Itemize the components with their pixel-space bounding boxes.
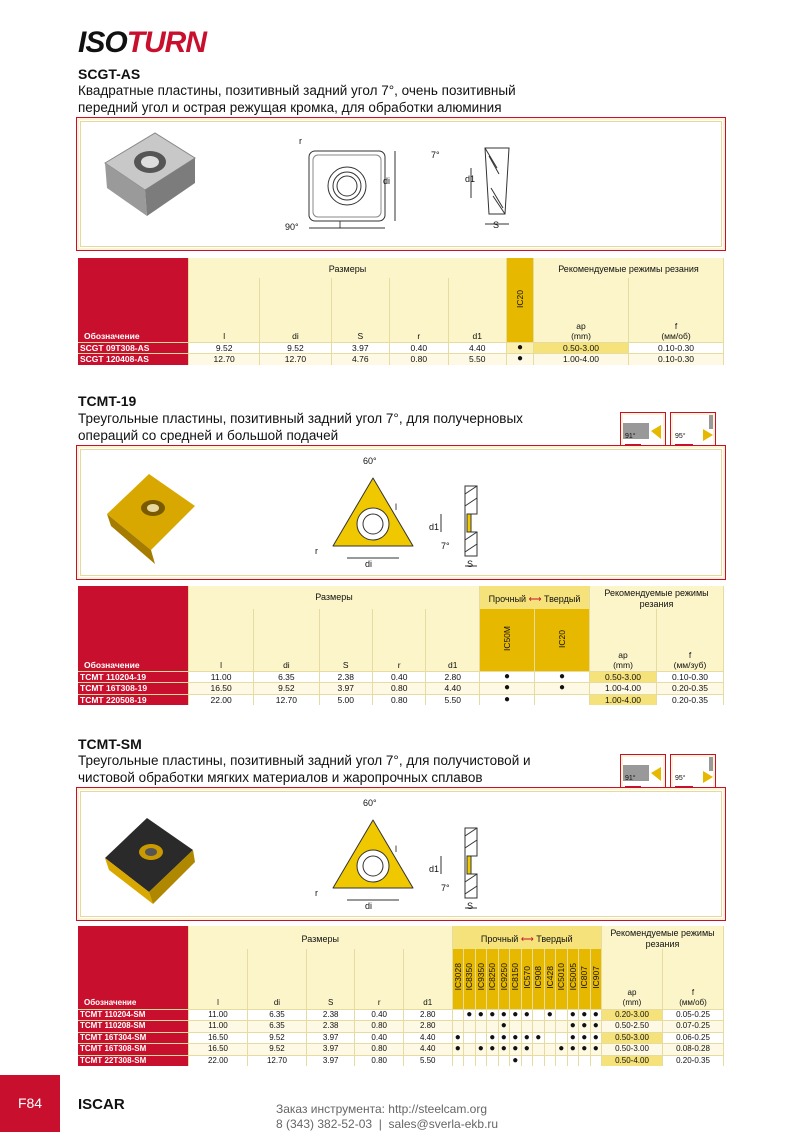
group-dims: Размеры: [189, 258, 507, 278]
table-row: SCGT 09T308-AS 9.52 9.52 3.97 0.40 4.40 ● 0.50-3.00 0.10-0.30: [78, 342, 724, 354]
col-d1: d1: [448, 278, 507, 342]
grade-ic428: IC428: [544, 965, 555, 989]
table-row: TCMT 16T308-SM 16.50 9.52 3.97 0.80 4.40 ● ● ● ● ● ● ● ● ● ● 0.50-3.00 0.08-0.28: [78, 1044, 724, 1056]
page-number: F84: [0, 1075, 60, 1132]
application-icon-95: 95°: [670, 754, 716, 792]
section-desc-line2: чистовой обработки мягких материалов и жаропрочных сплавов: [78, 770, 483, 785]
dim-l: l: [395, 502, 397, 512]
dim-r: r: [315, 546, 318, 556]
col-designation: Обозначение: [78, 258, 189, 342]
dim-l: l: [339, 220, 341, 230]
col-s: S: [331, 278, 389, 342]
dim-s: S: [467, 559, 474, 569]
table-row: TCMT 110204-SM 11.00 6.35 2.38 0.40 2.80 ● ● ● ● ● ● ● ● ● ● 0.20-3.00 0.05-0.25: [78, 1009, 724, 1021]
application-icon-95: 95°: [670, 412, 716, 450]
section-desc-line1: Треугольные пластины, позитивный задний угол 7°, для получерновых: [78, 411, 523, 426]
application-icon-91: 91°: [620, 412, 666, 450]
drawing-panel-tcmtsm: [76, 787, 726, 921]
dim-d1: d1: [429, 864, 440, 874]
section-title-tcmt-19: TCMT-19: [78, 393, 137, 409]
dim-90: 90°: [285, 222, 299, 232]
group-rec: Рекомендуемые режимы резания: [590, 586, 724, 609]
col-designation: Обозначение: [78, 586, 189, 671]
dim-7: 7°: [441, 541, 450, 551]
footer-contacts[interactable]: 8 (343) 382-52-03 | sales@sverla-ekb.ru: [276, 1117, 499, 1131]
label-hard: Твердый: [544, 594, 581, 604]
brand-iscar: ISCAR: [78, 1096, 125, 1113]
dim-d1: d1: [429, 522, 440, 532]
table-row: TCMT 16T308-19 16.50 9.52 3.97 0.80 4.40 ● ● 1.00-4.00 0.20-0.35: [78, 683, 724, 695]
isoturn-logo: ISOTURN: [78, 26, 207, 59]
grade-ic8250: IC8250: [487, 963, 497, 991]
dim-60: 60°: [363, 456, 377, 466]
label-hard: Твердый: [536, 934, 573, 944]
dim-r: r: [315, 888, 318, 898]
col-l: l: [189, 278, 260, 342]
dim-r: r: [299, 136, 302, 146]
grade-ic9350: IC9350: [475, 963, 486, 991]
col-di: di: [260, 278, 331, 342]
col-ap: ap: [618, 649, 628, 660]
side-section-tcmtsm: [441, 828, 477, 908]
table-row: SCGT 120408-AS 12.70 12.70 4.76 0.80 5.50 ● 1.00-4.00 0.10-0.30: [78, 354, 724, 365]
col-r: r: [390, 278, 448, 342]
section-desc-line2: операций со средней и большой подачей: [78, 428, 339, 443]
table-row: TCMT 16T304-SM 16.50 9.52 3.97 0.40 4.40 ● ● ● ● ● ● ● ● ● 0.50-3.00 0.06-0.25: [78, 1032, 724, 1044]
group-dims: Размеры: [189, 586, 480, 609]
dim-di: di: [383, 176, 391, 186]
spec-table-tcmtsm: Обозначение Размеры Прочный ⟷ Твердый Рекомендуемые режимы резания l di S r d1 IC3028 IC8350 IC9350 IC8250 IC9250 IC8150 IC570 IC908 IC428 IC5010 IC5005 IC807 IC907 ap (mm) f (мм/об) TCMT 110204-SM 11.00 6.35 2.38 0.40 2.80 ● ● ● ● ● ● ● ● ● ● 0.20-3.00 0.05-0.25 TCMT 110208-SM 11.00 6.35 2.38 0.80 2.80 ● ● ● ● 0.50-2.50 0.07-0.25 TCMT 16T304-SM 16.50 9.52 3.97 0.40 4.40 ● ● ● ● ● ● ● ● ● 0.50-3.00 0.06-0.25 TCMT 16T308-SM 16.50 9.52 3.97 0.80 4.40 ● ● ● ● ● ● ● ● ● ● 0.50-3.00 0.08-0.28 TCMT 22T308-SM 22.00 12.70 3.97 0.80 5.50 ● 0.50-4.00 0.20-0.35: [78, 926, 724, 1066]
grade-ic570: IC570: [521, 965, 532, 989]
col-designation: Обозначение: [78, 926, 189, 1009]
arrow-double-icon: ⟷: [528, 594, 542, 604]
application-icon-91: 91°: [620, 754, 666, 792]
triangle-drawing-tcmt19: [333, 478, 413, 558]
dim-di: di: [365, 559, 373, 569]
col-ap: ap: [576, 320, 586, 331]
side-section-tcmt19: [441, 486, 477, 566]
grade-ic908: IC908: [533, 965, 543, 989]
dim-s: S: [493, 220, 500, 230]
group-rec: Рекомендуемые режимы резания: [602, 926, 724, 949]
section-title-tcmt-sm: TCMT-SM: [78, 736, 142, 752]
insert-photo-scgt: [105, 133, 195, 216]
section-desc-line2: передний угол и острая режущая кромка, для обработки алюминия: [78, 100, 502, 115]
dim-7: 7°: [431, 150, 440, 160]
group-rec: Рекомендуемые режимы резания: [534, 258, 724, 278]
col-f: f: [674, 320, 678, 331]
group-dims: Размеры: [189, 926, 453, 949]
table-row: TCMT 110208-SM 11.00 6.35 2.38 0.80 2.80 ● ● ● ● 0.50-2.50 0.07-0.25: [78, 1021, 724, 1033]
insert-photo-tcmtsm: [105, 818, 195, 904]
grade-ic807: IC807: [579, 965, 589, 989]
grade-ic50m: IC50M: [501, 625, 512, 652]
table-row: TCMT 220508-19 22.00 12.70 5.00 0.80 5.50 ● 1.00-4.00 0.20-0.35: [78, 694, 724, 705]
grade-ic9250: IC9250: [498, 963, 509, 991]
grade-ic907: IC907: [590, 965, 601, 989]
label-tough: Прочный: [480, 934, 519, 944]
dim-d1: d1: [465, 174, 476, 184]
col-ap: ap: [627, 987, 637, 997]
dim-s: S: [467, 901, 474, 911]
col-f: f: [688, 649, 692, 660]
arrow-double-icon: ⟷: [520, 934, 534, 944]
dim-l: l: [395, 844, 397, 854]
label-tough: Прочный: [488, 594, 527, 604]
side-section-drawing: [471, 148, 509, 224]
dim-7: 7°: [441, 883, 450, 893]
footer-order-link[interactable]: Заказ инструмента: http://steelcam.org: [276, 1102, 488, 1116]
spec-table-scgt: Обозначение Размеры IC20 Рекомендуемые режимы резания l di S r d1 ap (mm) f (мм/об) SCGT 09T308-AS 9.52 9.52 3.97 0.40 4.40 ● 0.50-3.00 0.10-0.30 SCGT 120408-AS 12.70 12.70 4.76 0.80 5.50 ● 1.00-4.00 0.10-0.30: [78, 258, 724, 365]
section-title-scgt-as: SCGT-AS: [78, 66, 141, 82]
grade-ic5010: IC5010: [556, 963, 566, 991]
grade-ic8350: IC8350: [464, 963, 474, 991]
insert-photo-tcmt19: [107, 474, 195, 564]
table-row: TCMT 22T308-SM 22.00 12.70 3.97 0.80 5.50 ● 0.50-4.00 0.20-0.35: [78, 1055, 724, 1066]
section-desc-line1: Квадратные пластины, позитивный задний угол 7°, очень позитивный: [78, 83, 516, 98]
drawing-panel-tcmt19: [76, 445, 726, 580]
square-drawing: [309, 151, 395, 228]
dim-di: di: [365, 901, 373, 911]
grade-ic8150: IC8150: [510, 963, 520, 991]
spec-table-tcmt19: Обозначение Размеры Прочный ⟷ Твердый Рекомендуемые режимы резания l di S r d1 IC50M IC20 ap (mm) f (мм/зуб) TCMT 110204-19 11.00 6.35 2.38 0.40 2.80 ● ● 0.50-3.00 0.10-0.30 TCMT 16T308-19 16.50 9.52 3.97 0.80 4.40 ● ● 1.00-4.00 0.20-0.35 TCMT 220508-19 22.00 12.70 5.00 0.80 5.50 ● 1.00-4.00 0.20-0.35: [78, 586, 724, 705]
section-desc-line1: Треугольные пластины, позитивный задний угол 7°, для получистовой и: [78, 753, 531, 768]
grade-ic20: IC20: [556, 629, 567, 648]
grade-ic5005: IC5005: [567, 963, 578, 991]
grade-ic20: IC20: [514, 289, 525, 308]
dim-60: 60°: [363, 798, 377, 808]
triangle-drawing-tcmtsm: [333, 820, 413, 900]
drawing-panel-scgt: [76, 117, 726, 251]
table-row: TCMT 110204-19 11.00 6.35 2.38 0.40 2.80 ● ● 0.50-3.00 0.10-0.30: [78, 671, 724, 683]
grade-ic3028: IC3028: [452, 963, 463, 991]
col-f: f: [691, 987, 695, 997]
